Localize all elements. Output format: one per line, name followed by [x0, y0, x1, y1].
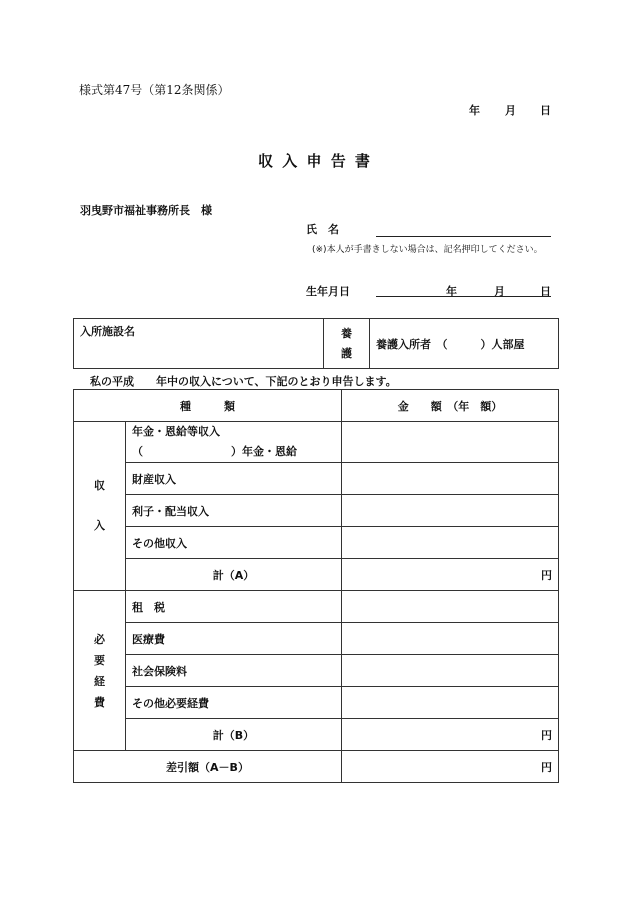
- header-kind: 種 類: [74, 390, 342, 422]
- insurance-label: 社会保険料: [126, 655, 342, 687]
- tax-label: 租 税: [126, 591, 342, 623]
- facility-label: 入所施設名: [80, 325, 135, 338]
- other-expense-label: その他必要経費: [126, 687, 342, 719]
- expense-group-char-3: 経: [94, 674, 105, 688]
- table-row: [74, 719, 559, 751]
- table-row: [74, 422, 559, 463]
- difference-amount[interactable]: [342, 751, 559, 783]
- table-row: [74, 655, 559, 687]
- date-day-label: 日: [540, 104, 551, 117]
- table-row: [74, 751, 559, 783]
- tax-amount[interactable]: [342, 591, 559, 623]
- care-label-1: 養: [341, 326, 352, 340]
- interest-amount[interactable]: [342, 495, 559, 527]
- income-subtotal-amount[interactable]: [342, 559, 559, 591]
- other-expense-amount[interactable]: [342, 687, 559, 719]
- interest-label: 利子・配当収入: [126, 495, 342, 527]
- insurance-amount[interactable]: [342, 655, 559, 687]
- expense-group-char-4: 費: [94, 695, 105, 709]
- yen-unit: 円: [541, 760, 552, 774]
- pension-amount[interactable]: [342, 422, 559, 463]
- care-label-2: 護: [341, 346, 352, 360]
- date-month-label: 月: [505, 104, 516, 117]
- header-amount: 金 額 （年 額）: [342, 390, 559, 422]
- table-row: [74, 623, 559, 655]
- expense-subtotal-amount[interactable]: [342, 719, 559, 751]
- pension-type-field[interactable]: （ ）年金・恩給: [132, 445, 297, 458]
- expense-group-char-1: 必: [94, 632, 105, 646]
- difference-label: 差引額（A－B）: [74, 751, 342, 783]
- other-income-label: その他収入: [126, 527, 342, 559]
- table-row: [74, 687, 559, 719]
- income-subtotal-label: 計（A）: [126, 559, 342, 591]
- resident-label: 養護入所者 （ ）人部屋: [376, 337, 525, 351]
- table-row: [74, 463, 559, 495]
- income-group-label: [74, 422, 126, 591]
- income-table: [73, 389, 559, 783]
- birthdate-field[interactable]: [376, 296, 551, 297]
- name-label: 氏 名: [306, 223, 339, 236]
- income-group-char-2: 入: [94, 519, 105, 532]
- yen-unit: 円: [541, 568, 552, 582]
- facility-table: [73, 318, 559, 369]
- property-label: 財産収入: [126, 463, 342, 495]
- table-row: [74, 495, 559, 527]
- income-group-char-1: 収: [94, 479, 105, 492]
- birth-month-label: 月: [494, 285, 505, 298]
- table-row: [74, 591, 559, 623]
- other-income-amount[interactable]: [342, 527, 559, 559]
- date-year-label: 年: [469, 104, 480, 117]
- form-number: 様式第47号（第12条関係）: [79, 83, 230, 97]
- birth-day-label: 日: [540, 285, 551, 298]
- expense-subtotal-label: 計（B）: [126, 719, 342, 751]
- addressee: 羽曳野市福祉事務所長 様: [80, 204, 212, 217]
- pension-label: 年金・恩給等収入: [132, 425, 220, 438]
- pension-label-cell: [126, 422, 342, 463]
- birth-year-label: 年: [446, 285, 457, 298]
- expense-group-label: [74, 591, 126, 751]
- declaration-statement: 私の平成 年中の収入について、下記のとおり申告します。: [90, 375, 397, 388]
- table-row: [74, 559, 559, 591]
- yen-unit: 円: [541, 728, 552, 742]
- medical-label: 医療費: [126, 623, 342, 655]
- table-row: [74, 527, 559, 559]
- resident-cell[interactable]: [370, 319, 559, 369]
- property-amount[interactable]: [342, 463, 559, 495]
- table-header-row: [74, 390, 559, 422]
- expense-group-char-2: 要: [94, 653, 105, 667]
- page-title: 収 入 申 告 書: [258, 152, 372, 170]
- birthdate-label: 生年月日: [306, 285, 350, 298]
- signature-note: (※)本人が手書きしない場合は、記名押印してください。: [312, 245, 543, 255]
- facility-name-cell[interactable]: [74, 319, 324, 369]
- medical-amount[interactable]: [342, 623, 559, 655]
- name-field[interactable]: [376, 236, 551, 237]
- care-label-cell: [324, 319, 370, 369]
